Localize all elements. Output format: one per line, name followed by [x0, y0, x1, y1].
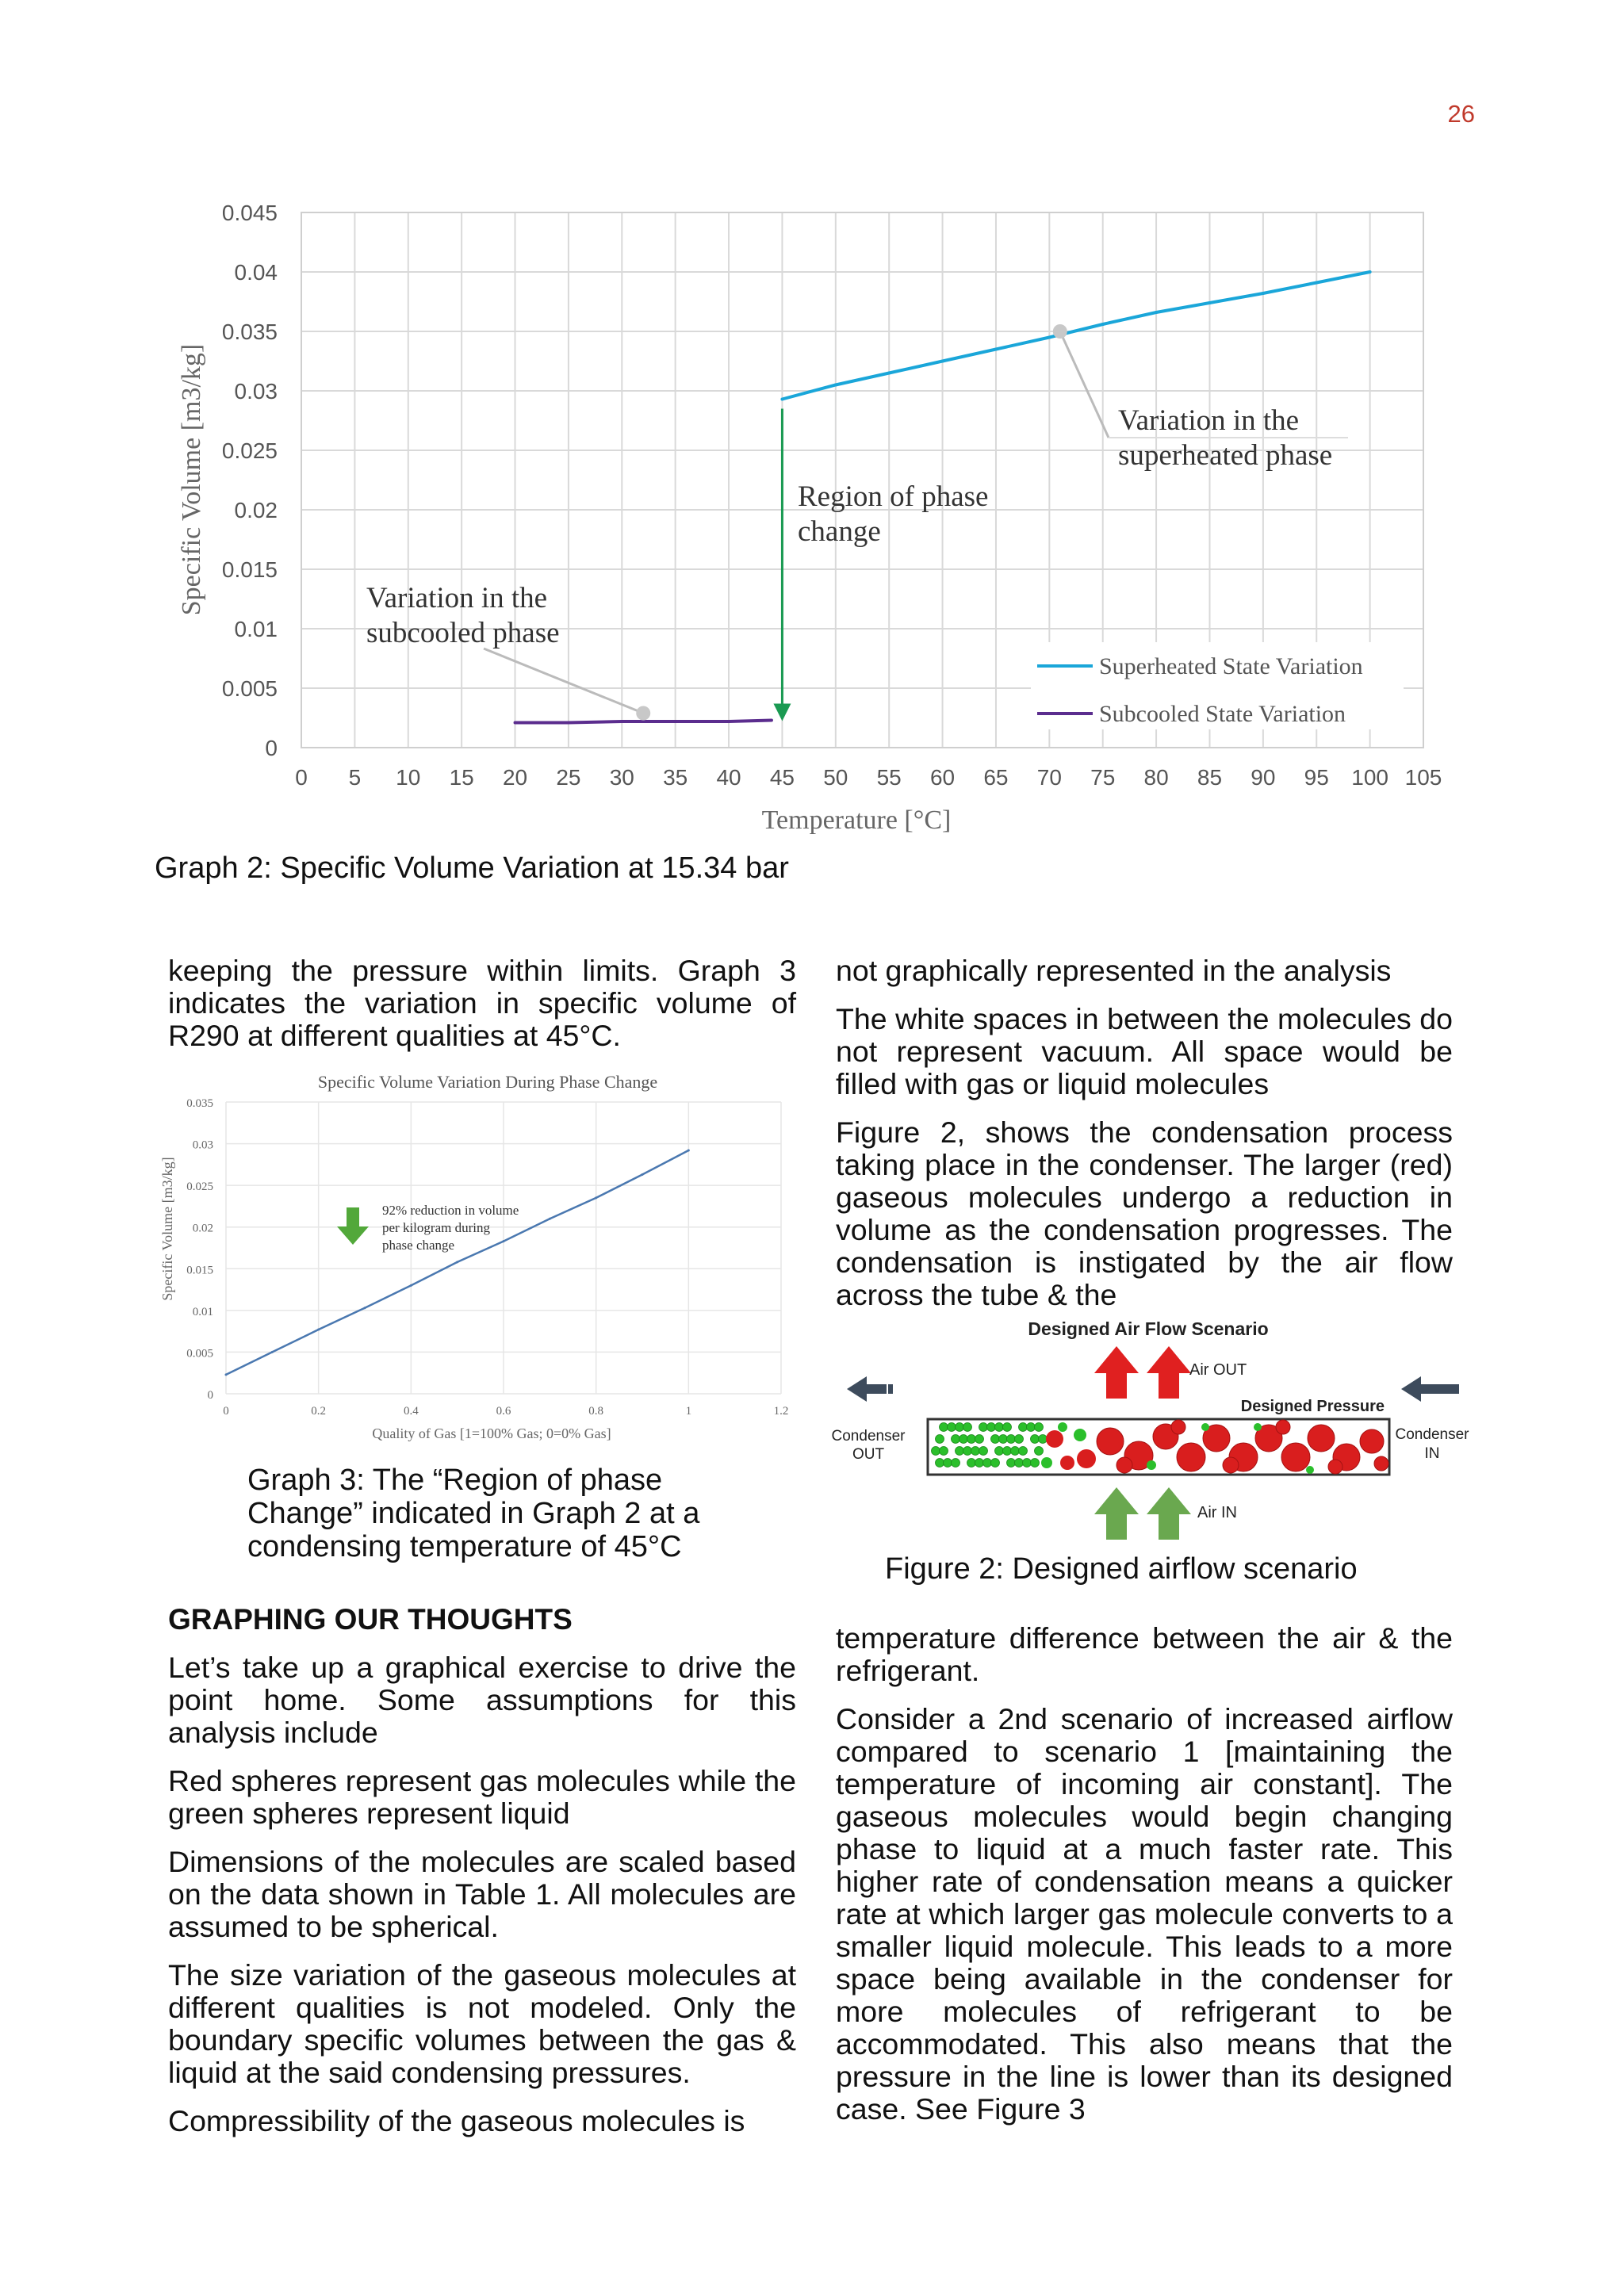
graph2-x-tick-label: 0	[295, 765, 308, 790]
graph3-x-axis-title: Quality of Gas [1=100% Gas; 0=0% Gas]	[372, 1425, 611, 1441]
air-out-arrow-icon	[1094, 1346, 1139, 1399]
section-heading: GRAPHING OUR THOUGHTS	[168, 1603, 573, 1636]
graph2-chart	[159, 190, 1459, 856]
graph3-data-point	[503, 1240, 505, 1242]
liquid-molecule	[1023, 1459, 1032, 1468]
gas-molecule	[1308, 1425, 1335, 1452]
liquid-molecule	[1019, 1447, 1028, 1456]
liquid-molecule	[1058, 1422, 1067, 1432]
liquid-molecule	[944, 1459, 952, 1468]
liquid-molecule	[1039, 1435, 1048, 1444]
graph2-y-axis-title: Specific Volume [m3/kg]	[177, 343, 206, 616]
graph2-annotation-superheated-line1: Variation in the	[1118, 404, 1300, 437]
right-paragraph-5: Consider a 2nd scenario of increased airflow compared to scenario 1 [maintaining the temperature of incoming air constant]. The gaseous molecules would begin changing phase to liquid at a much faster rate. This higher rate of condensation means a quicker rate at which larger gas molecule converts to a smaller liquid molecule. This leads to a more space being available in the condenser for more molecules of refrigerant to be accommodated. This also means that the pressure in the line is lower than its designed case. See Figure 3	[836, 1702, 1453, 2126]
air-out-arrow-icon	[1147, 1346, 1191, 1399]
liquid-molecule	[979, 1423, 988, 1432]
graph3-y-tick-label: 0.025	[186, 1181, 213, 1194]
graph3-caption	[247, 1464, 802, 1563]
graph2-y-tick-label: 0.005	[221, 676, 278, 701]
graph2-data-point	[770, 719, 773, 722]
liquid-molecule	[1015, 1435, 1024, 1444]
gas-molecule	[1374, 1456, 1388, 1471]
graph2-x-tick-label: 50	[823, 765, 848, 790]
graph3-chart	[155, 1062, 805, 1451]
liquid-molecule	[995, 1447, 1004, 1456]
graph2-annotation-superheated-line2: superheated phase	[1118, 439, 1333, 472]
graph2-y-tick-label: 0.025	[221, 438, 278, 463]
graph3-series	[225, 1149, 690, 1376]
graph3-x-tick-label: 0.2	[311, 1405, 327, 1418]
air-in-arrow-icon	[1147, 1487, 1191, 1540]
air-in-label: Air IN	[1197, 1504, 1237, 1521]
graph3-x-tick-label: 0.6	[496, 1405, 511, 1418]
gas-molecule	[1171, 1420, 1185, 1434]
graph2-y-tick-label: 0.02	[234, 498, 278, 522]
graph2-data-point	[780, 398, 783, 401]
graph3-y-tick-label: 0.02	[192, 1222, 213, 1235]
liquid-molecule	[967, 1459, 976, 1468]
graph2-x-tick-label: 5	[348, 765, 362, 790]
graph3-caption-line2: Change” indicated in Graph 2 at a	[247, 1497, 700, 1530]
condenser-out-label-line1: Condenser	[831, 1428, 906, 1445]
air-in-arrow-icon	[1094, 1487, 1139, 1540]
graph3-x-ticks	[223, 1405, 788, 1418]
liquid-molecule	[936, 1459, 944, 1468]
liquid-molecule	[1031, 1435, 1040, 1444]
figure2-title: Designed Air Flow Scenario	[1028, 1318, 1269, 1339]
liquid-molecule	[979, 1447, 988, 1456]
liquid-molecule	[952, 1459, 960, 1468]
graph2-data-point	[941, 360, 944, 363]
graph2-data-point	[1155, 311, 1158, 314]
graph3-y-tick-label: 0.015	[186, 1264, 213, 1277]
liquid-molecule	[1035, 1447, 1044, 1456]
graph3-x-tick-label: 0.8	[588, 1405, 604, 1418]
graph2-annotation-subcooled-line1: Variation in the	[366, 582, 548, 614]
right-paragraph-2: The white spaces in between the molecules do not represent vacuum. All space would be filled with gas or liquid molecules	[836, 1002, 1453, 1100]
graph3-data-point	[688, 1149, 690, 1151]
condenser-out-arrow-icon	[847, 1376, 887, 1402]
left-paragraph-3: Red spheres represent gas molecules while the green spheres represent liquid	[168, 1764, 796, 1830]
liquid-molecule	[1254, 1423, 1262, 1431]
graph3-data-point	[225, 1373, 228, 1376]
liquid-molecule	[983, 1459, 992, 1468]
liquid-molecule	[1074, 1429, 1086, 1441]
liquid-molecule	[1003, 1423, 1012, 1432]
right-paragraph-4: temperature difference between the air & the refrigerant.	[836, 1621, 1453, 1687]
left-paragraph-2: Let’s take up a graphical exercise to drive the point home. Some assumptions for this analysis include	[168, 1651, 796, 1749]
graph2-x-tick-label: 25	[556, 765, 581, 790]
left-paragraph-4: Dimensions of the molecules are scaled based on the data shown in Table 1. All molecules are assumed to be spherical.	[168, 1845, 796, 1943]
graph2-data-point	[674, 720, 677, 723]
graph2-x-tick-label: 35	[663, 765, 688, 790]
liquid-molecule	[1147, 1460, 1156, 1470]
liquid-molecule	[995, 1423, 1004, 1432]
graph2-annotation-subcooled-line2: subcooled phase	[366, 617, 560, 649]
graph3-data-point	[364, 1307, 366, 1309]
graph2-series-line-subcooled	[515, 721, 772, 723]
liquid-molecule	[963, 1423, 972, 1432]
gas-molecule	[1097, 1428, 1124, 1455]
graph2-y-tick-label: 0.04	[234, 260, 278, 285]
liquid-molecule	[940, 1447, 948, 1456]
graph2-data-point	[1208, 301, 1211, 304]
right-column-top	[836, 955, 1453, 1327]
figure2-caption: Figure 2: Designed airflow scenario	[885, 1552, 1358, 1586]
graph2-x-tick-label: 20	[502, 765, 528, 790]
graph2-x-tick-label: 90	[1251, 765, 1276, 790]
liquid-molecule	[1201, 1423, 1209, 1431]
graph2-x-tick-label: 55	[876, 765, 902, 790]
graph2-data-point	[834, 384, 837, 387]
page-number: 26	[1447, 100, 1475, 128]
liquid-molecule	[1007, 1459, 1016, 1468]
condenser-in-arrow-icon	[1401, 1376, 1459, 1402]
liquid-molecule	[1011, 1447, 1020, 1456]
graph3-title: Specific Volume Variation During Phase Change	[317, 1072, 658, 1092]
graph3-y-tick-label: 0.03	[192, 1138, 213, 1152]
graph2-leader-superheated	[1060, 331, 1109, 438]
graph2-caption: Graph 2: Specific Volume Variation at 15.34 bar	[155, 851, 789, 885]
liquid-molecule	[932, 1447, 940, 1456]
gas-molecule	[1281, 1443, 1310, 1471]
graph3-grid	[226, 1102, 781, 1394]
graph2-x-tick-label: 30	[609, 765, 634, 790]
graph3-annotation-line3: phase change	[382, 1238, 455, 1253]
liquid-molecule	[940, 1423, 948, 1432]
graph3-data-point	[317, 1329, 320, 1331]
condenser-out-label-line2: OUT	[852, 1446, 885, 1463]
liquid-molecule	[1019, 1423, 1028, 1432]
liquid-molecule	[1027, 1423, 1036, 1432]
graph2-x-tick-label: 45	[769, 765, 795, 790]
graph3-data-point	[271, 1351, 274, 1353]
graph2-x-axis-title: Temperature [°C]	[761, 806, 952, 835]
graph2-y-ticks	[222, 201, 278, 760]
graph3-annotation-line2: per kilogram during	[382, 1220, 490, 1235]
liquid-molecule	[1035, 1423, 1044, 1432]
graph2-x-tick-label: 40	[716, 765, 741, 790]
gas-molecule	[1360, 1429, 1384, 1453]
graph2-marker-subcooled	[636, 706, 650, 721]
graph2-x-tick-label: 105	[1404, 765, 1442, 790]
graph2-y-tick-label: 0	[265, 736, 278, 760]
graph2-data-point	[514, 721, 517, 725]
graph2-x-ticks	[295, 765, 1442, 790]
gas-molecule	[1077, 1449, 1096, 1468]
graph2-annotation-phase-change-line2: change	[798, 515, 881, 548]
liquid-molecule	[991, 1459, 1000, 1468]
graph2-x-tick-label: 10	[396, 765, 421, 790]
graph2-x-tick-label: 65	[983, 765, 1009, 790]
graph2-data-point	[1048, 336, 1051, 339]
liquid-molecule	[967, 1435, 976, 1444]
liquid-molecule	[1007, 1435, 1016, 1444]
gas-molecule	[1276, 1420, 1290, 1434]
gas-molecule	[1060, 1456, 1074, 1470]
graph3-caption-line1: Graph 3: The “Region of phase	[247, 1464, 663, 1497]
graph2-data-point	[620, 720, 623, 723]
graph2-y-tick-label: 0.03	[234, 379, 278, 404]
graph2-legend-subcooled: Subcooled State Variation	[1099, 701, 1346, 727]
liquid-molecule	[963, 1447, 972, 1456]
left-paragraph-6: Compressibility of the gaseous molecules is	[168, 2104, 745, 2137]
graph3-y-tick-label: 0.005	[186, 1347, 213, 1360]
graph2-series-line-superheated	[782, 272, 1369, 400]
gas-molecule	[1328, 1460, 1342, 1474]
designed-pressure-label: Designed Pressure	[1240, 1398, 1385, 1415]
left-paragraph-5: The size variation of the gaseous molecules at different qualities is not modeled. Only the boundary specific volumes between the gas & liquid at the said condensing pressures.	[168, 1958, 796, 2089]
graph2-data-point	[1369, 270, 1372, 274]
liquid-molecule	[999, 1435, 1008, 1444]
graph3-y-axis-title: Specific Volume [m3/kg]	[159, 1157, 175, 1301]
liquid-molecule	[971, 1447, 980, 1456]
graph2-x-tick-label: 100	[1351, 765, 1388, 790]
liquid-molecule	[1306, 1466, 1314, 1474]
graph2-x-tick-label: 15	[449, 765, 474, 790]
graph3-x-tick-label: 0.4	[403, 1405, 419, 1418]
liquid-molecule	[952, 1435, 960, 1444]
graph3-data-point	[642, 1173, 644, 1176]
gas-molecule	[1223, 1457, 1239, 1473]
graph3-x-tick-label: 1.2	[773, 1405, 789, 1418]
liquid-molecule	[975, 1435, 984, 1444]
graph3-y-tick-label: 0.01	[192, 1305, 213, 1318]
graph2-data-point	[727, 720, 730, 723]
liquid-molecule	[975, 1459, 984, 1468]
graph3-y-tick-label: 0.035	[186, 1097, 213, 1110]
right-column-bottom	[836, 1622, 1453, 2141]
gas-molecule	[1046, 1430, 1063, 1448]
graph3-y-tick-label: 0	[207, 1389, 213, 1402]
graph2-leader-subcooled	[484, 649, 643, 714]
graph3-annotation-line1: 92% reduction in volume	[382, 1203, 519, 1218]
graph2-data-point	[887, 372, 891, 375]
graph2-y-tick-label: 0.045	[221, 201, 278, 225]
liquid-molecule	[1015, 1459, 1024, 1468]
graph2-data-point	[994, 348, 998, 351]
condenser-in-label-line1: Condenser	[1395, 1426, 1469, 1443]
graph2-annotation-phase-change-line1: Region of phase	[798, 480, 989, 513]
liquid-molecule	[1003, 1447, 1012, 1456]
left-column-top	[168, 955, 796, 1068]
graph2-data-point	[1262, 292, 1265, 295]
liquid-molecule	[959, 1435, 968, 1444]
liquid-molecule	[948, 1423, 956, 1432]
liquid-molecule	[936, 1435, 944, 1444]
graph2-data-point	[1101, 323, 1105, 326]
gas-molecule	[1116, 1457, 1132, 1473]
liquid-molecule	[987, 1423, 996, 1432]
graph2-y-tick-label: 0.015	[221, 557, 278, 582]
graph3-x-tick-label: 1	[685, 1405, 692, 1418]
graph2-x-tick-label: 80	[1143, 765, 1169, 790]
left-paragraph-1: keeping the pressure within limits. Graph 3 indicates the variation in specific volume of R290 at different qualities at 45°C.	[168, 954, 796, 1052]
graph3-data-point	[410, 1284, 412, 1287]
gas-molecule	[1177, 1443, 1205, 1471]
left-column-bottom	[168, 1603, 796, 2153]
graph2-x-tick-label: 95	[1304, 765, 1329, 790]
liquid-molecule	[956, 1423, 964, 1432]
graph2-marker-superheated	[1053, 324, 1067, 339]
liquid-molecule	[956, 1447, 964, 1456]
graph3-y-ticks	[186, 1097, 213, 1402]
air-out-label: Air OUT	[1189, 1361, 1247, 1379]
right-paragraph-1: not graphically represented in the analysis	[836, 954, 1392, 987]
graph2-legend-superheated: Superheated State Variation	[1099, 653, 1363, 679]
condenser-in-label-line2: IN	[1424, 1445, 1440, 1462]
graph3-down-arrow-icon	[337, 1207, 369, 1245]
liquid-molecule	[991, 1435, 1000, 1444]
liquid-molecule	[1041, 1457, 1052, 1468]
right-paragraph-3: Figure 2, shows the condensation process taking place in the condenser. The larger (red) gaseous molecules undergo a reduction in volume as the condensation progresses. The condensation is instigated by the air flow across the tube & the	[836, 1115, 1453, 1311]
graph3-data-point	[456, 1261, 458, 1263]
graph2-x-tick-label: 70	[1036, 765, 1062, 790]
graph3-data-point	[549, 1218, 551, 1220]
graph2-y-tick-label: 0.01	[234, 617, 278, 641]
graph3-caption-line3: condensing temperature of 45°C	[247, 1530, 682, 1563]
graph3-data-point	[595, 1196, 597, 1199]
graph2-x-tick-label: 75	[1090, 765, 1116, 790]
liquid-molecule	[1031, 1459, 1040, 1468]
graph2-x-tick-label: 85	[1197, 765, 1223, 790]
graph2-data-point	[567, 721, 570, 725]
graph2-phase-change-arrow-icon	[773, 704, 791, 721]
graph2-data-point	[1315, 281, 1318, 285]
graph2-y-tick-label: 0.035	[221, 320, 278, 344]
graph3-x-tick-label: 0	[223, 1405, 229, 1418]
graph2-x-tick-label: 60	[929, 765, 956, 790]
figure2-diagram	[825, 1308, 1475, 1578]
